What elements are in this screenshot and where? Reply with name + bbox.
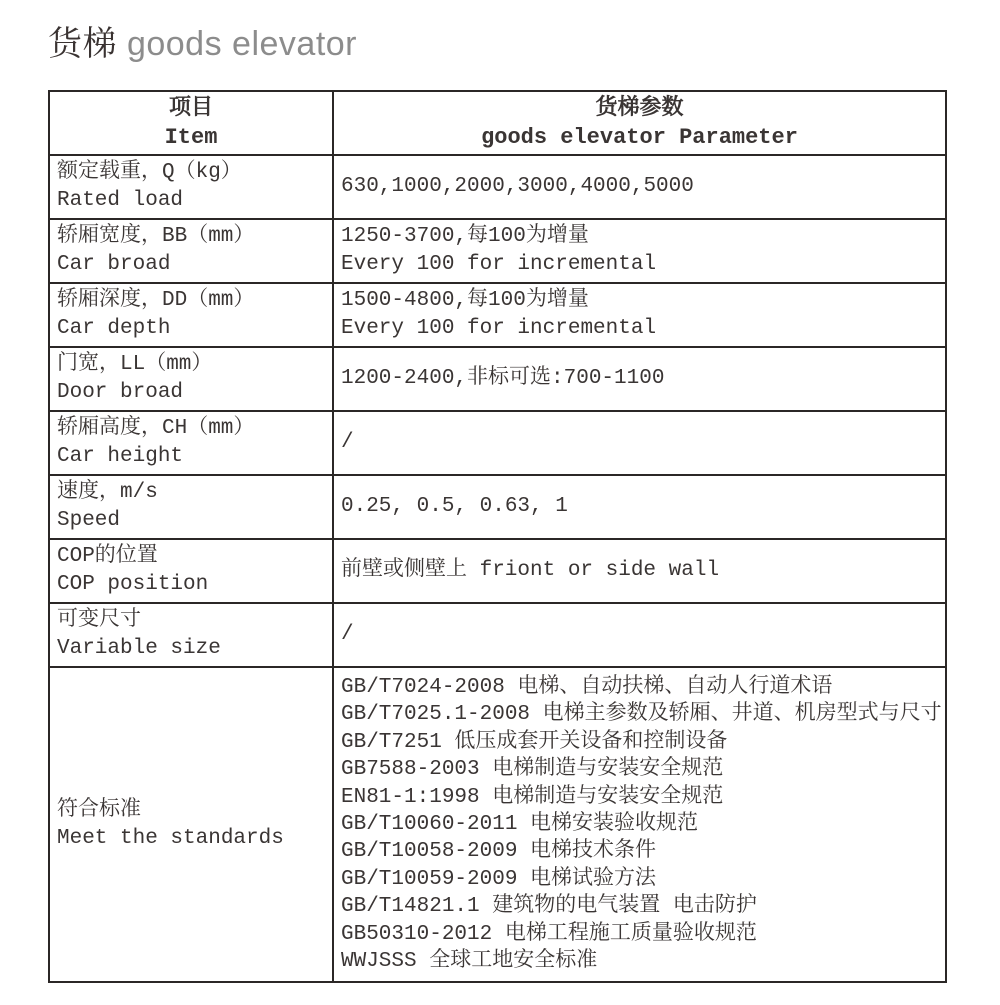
item-zh: 轿厢宽度，BB（mm） <box>57 225 255 248</box>
item-zh: COP的位置 <box>57 545 158 568</box>
value-line: GB/T10058-2009 电梯技术条件 <box>341 840 657 864</box>
item-en: Car broad <box>57 253 171 276</box>
value-line: GB50310-2012 电梯工程施工质量验收规范 <box>341 922 757 946</box>
page-title-zh: 货梯 <box>48 25 117 63</box>
value-cell <box>333 475 946 539</box>
value-line: / <box>341 623 354 646</box>
item-en: Car height <box>57 445 184 468</box>
header-param-cell <box>333 91 946 155</box>
value-cell <box>333 411 946 475</box>
item-cell <box>49 603 333 667</box>
value-line: GB7588-2003 电梯制造与安装安全规范 <box>341 758 724 782</box>
value-line: Every 100 for incremental <box>341 317 657 340</box>
value-line: GB/T7025.1-2008 电梯主参数及轿厢、井道、机房型式与尺寸 <box>341 703 942 727</box>
value-line: Every 100 for incremental <box>341 253 657 276</box>
value-cell <box>333 603 946 667</box>
value-cell <box>333 667 946 982</box>
value-line: 1200-2400,非标可选:700-1100 <box>341 367 665 390</box>
value-cell <box>333 219 946 283</box>
spec-table <box>48 90 947 983</box>
item-zh: 符合标准 <box>57 798 141 822</box>
value-line: / <box>341 431 354 454</box>
spec-table-body <box>49 155 946 982</box>
value-line: EN81-1:1998 电梯制造与安装安全规范 <box>341 785 724 809</box>
value-line: 630,1000,2000,3000,4000,5000 <box>341 175 694 198</box>
item-cell <box>49 283 333 347</box>
item-zh: 额定载重，Q（kg） <box>57 161 242 184</box>
value-line: GB/T7024-2008 电梯、自动扶梯、自动人行道术语 <box>341 676 833 699</box>
value-line: WWJSSS 全球工地安全标准 <box>341 950 598 974</box>
table-row <box>49 603 946 667</box>
item-en: Meet the standards <box>57 826 284 850</box>
value-cell <box>333 155 946 219</box>
item-en: Variable size <box>57 637 221 660</box>
page-title-en: goods elevator <box>126 25 357 63</box>
table-row <box>49 667 946 982</box>
header-item-zh: 项目 <box>168 96 213 121</box>
header-item-en: Item <box>164 125 218 150</box>
item-zh: 轿厢深度，DD（mm） <box>57 289 255 312</box>
item-en: Speed <box>57 509 121 532</box>
header-param-zh: 货梯参数 <box>595 96 684 121</box>
table-row <box>49 475 946 539</box>
item-en: Rated load <box>57 189 184 212</box>
item-zh: 可变尺寸 <box>57 609 141 632</box>
item-zh: 门宽，LL（mm） <box>57 353 213 376</box>
item-cell <box>49 667 333 982</box>
item-cell <box>49 155 333 219</box>
item-cell <box>49 347 333 411</box>
table-row <box>49 347 946 411</box>
value-line: GB/T10059-2009 电梯试验方法 <box>341 867 657 891</box>
value-line: 1500-4800,每100为增量 <box>341 289 589 312</box>
table-row <box>49 219 946 283</box>
item-zh: 速度，m/s <box>57 481 158 504</box>
value-cell <box>333 283 946 347</box>
value-cell <box>333 539 946 603</box>
header-param-en: goods elevator Parameter <box>481 125 798 150</box>
table-row <box>49 283 946 347</box>
item-cell <box>49 411 333 475</box>
item-en: COP position <box>57 573 209 596</box>
page-title <box>48 22 1000 66</box>
value-line: 1250-3700,每100为增量 <box>341 225 589 248</box>
table-row <box>49 411 946 475</box>
item-cell <box>49 475 333 539</box>
item-en: Door broad <box>57 381 184 404</box>
table-header-row <box>49 91 946 155</box>
value-line: GB/T7251 低压成套开关设备和控制设备 <box>341 730 728 754</box>
table-row <box>49 539 946 603</box>
value-line: 前壁或侧壁上 friont or side wall <box>341 559 720 582</box>
item-zh: 轿厢高度，CH（mm） <box>57 417 255 440</box>
value-cell <box>333 347 946 411</box>
value-line: 0.25, 0.5, 0.63, 1 <box>341 495 568 518</box>
item-en: Car depth <box>57 317 171 340</box>
item-cell <box>49 219 333 283</box>
value-line: GB/T14821.1 建筑物的电气装置 电击防护 <box>341 895 757 919</box>
table-row <box>49 155 946 219</box>
value-line: GB/T10060-2011 电梯安装验收规范 <box>341 813 699 837</box>
header-item-cell <box>49 91 333 155</box>
item-cell <box>49 539 333 603</box>
